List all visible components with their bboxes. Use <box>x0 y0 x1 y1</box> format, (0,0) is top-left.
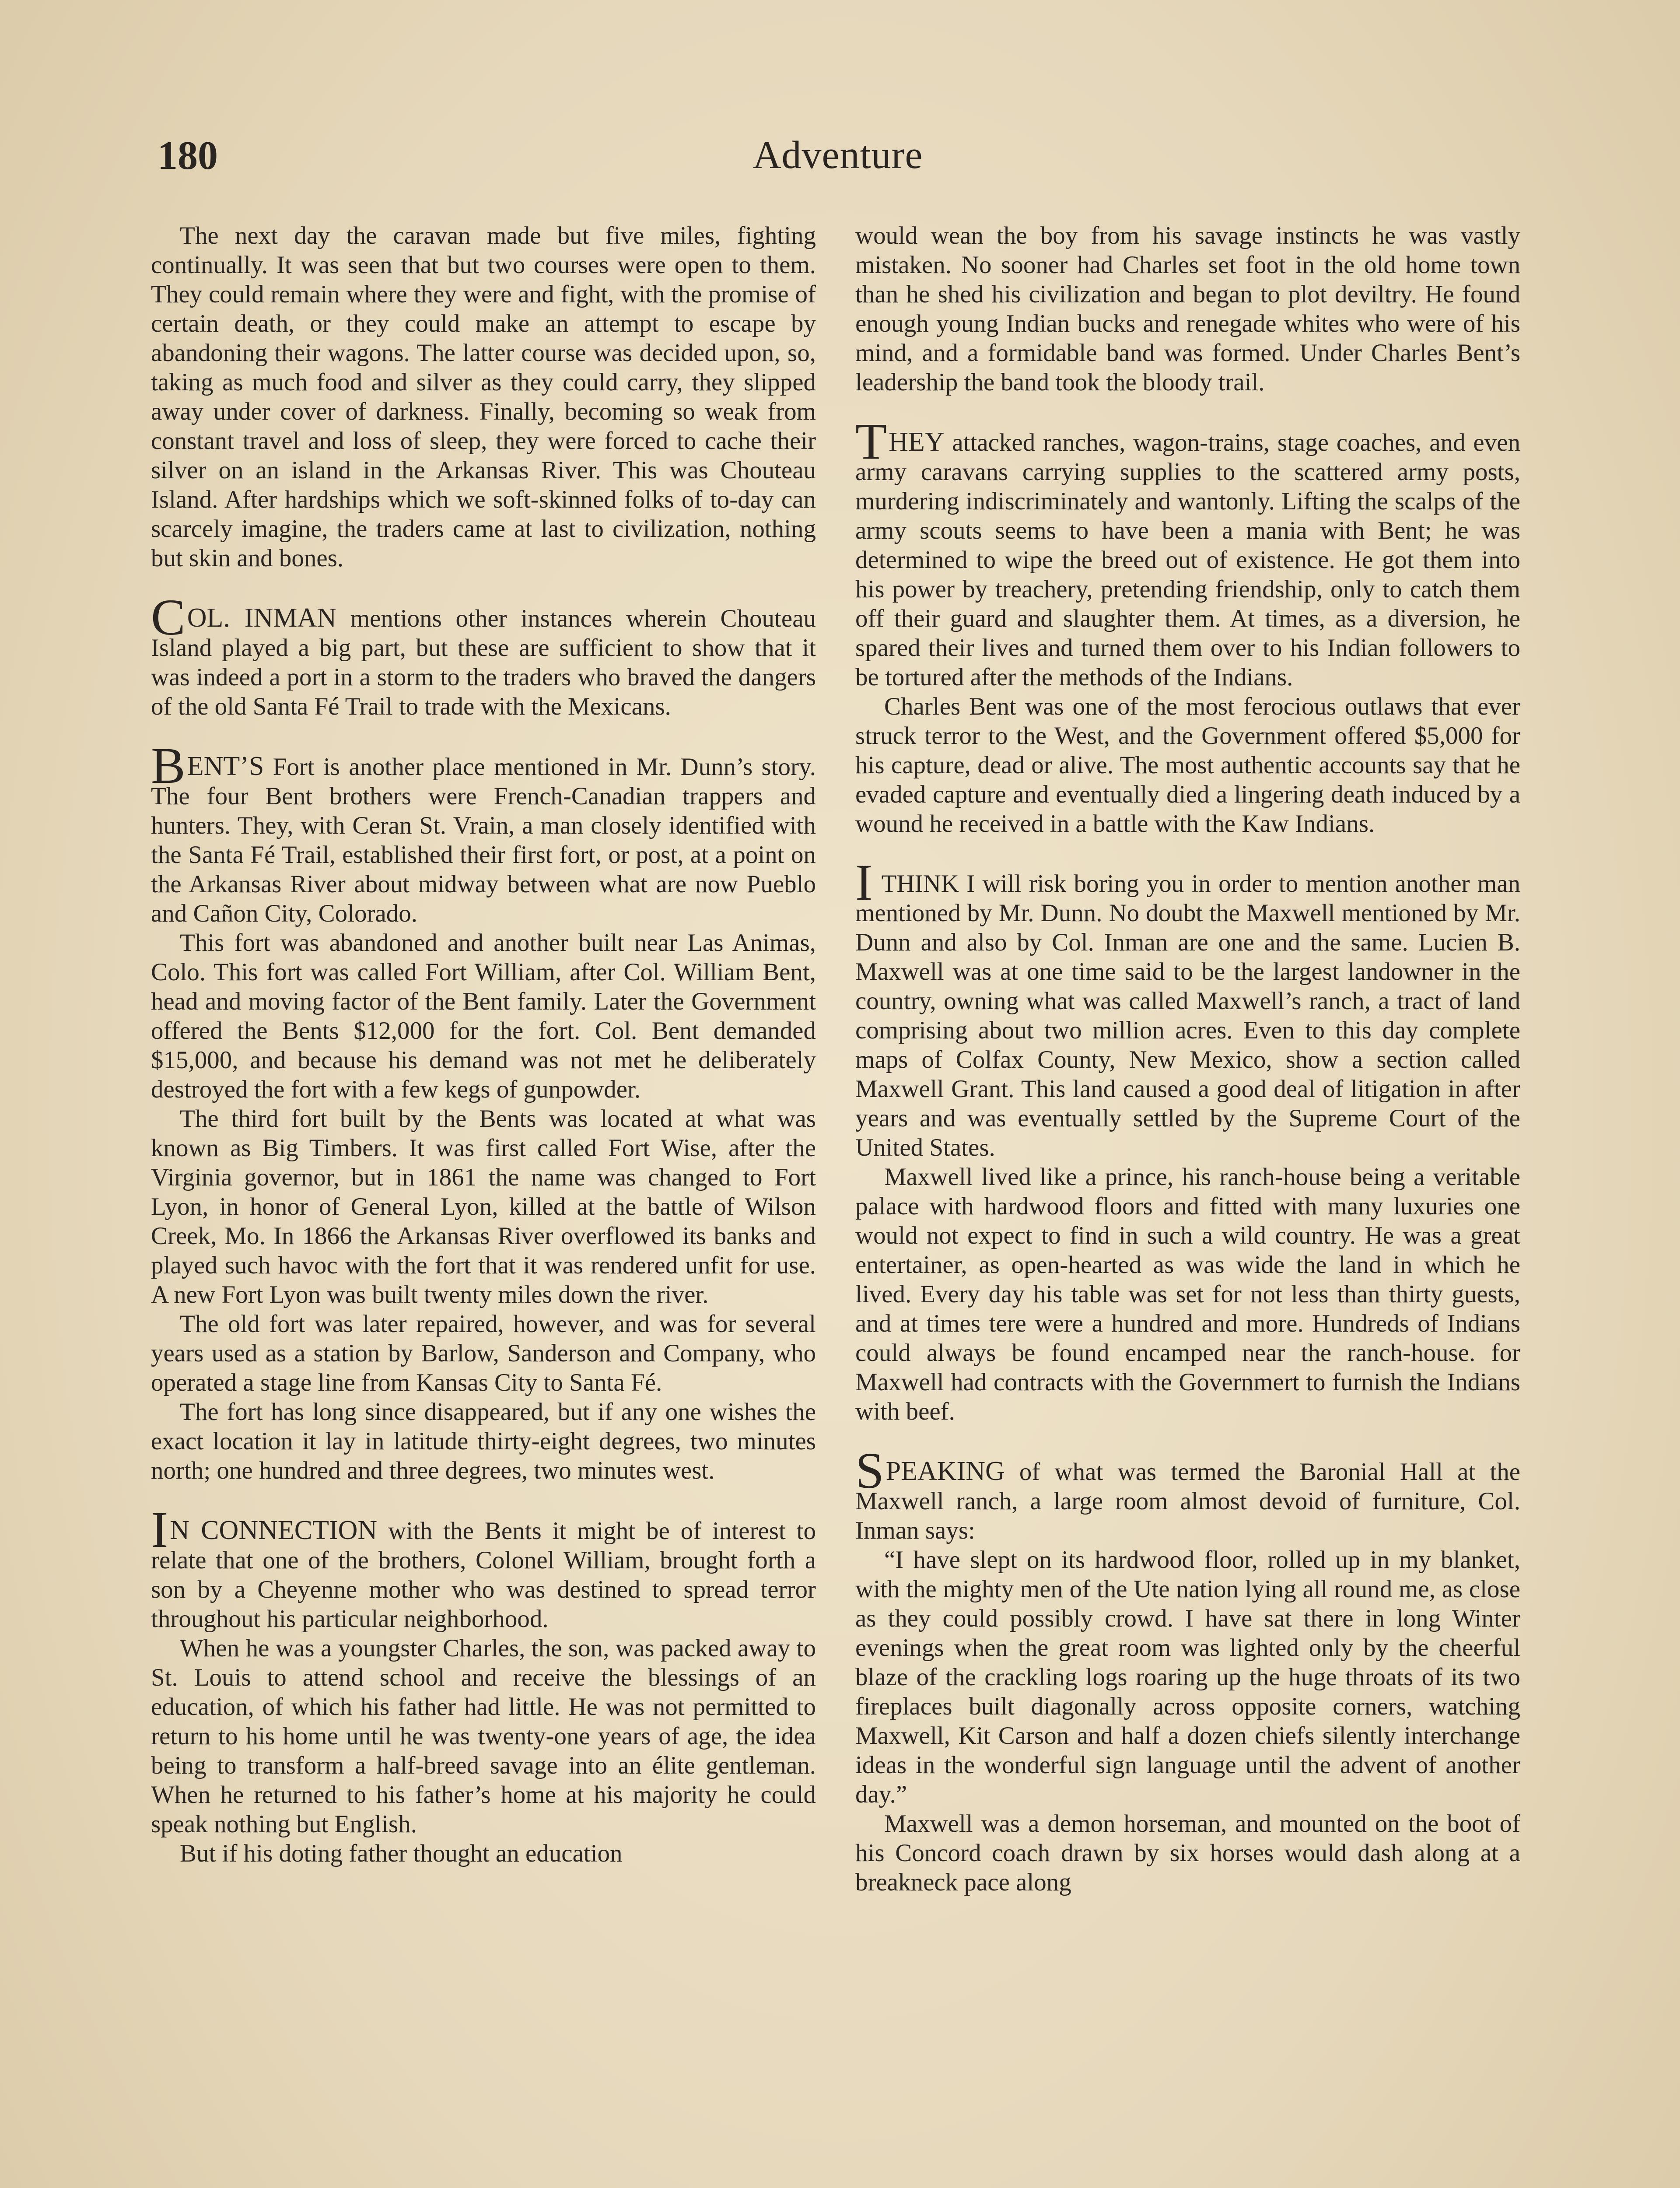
article-paragraph <box>151 1309 816 1397</box>
paragraph-text: Fort is another place mentioned in Mr. Dunn’s story. The four Bent brothers were French-Canadian trappers and hunters. They, with Ceran St. Vrain, a man closely identified with the Santa Fé Trail, established their first fort, or post, at a point on the Arkansas River about midway between what are now Pueblo and Cañon City, Colorado. <box>151 753 816 927</box>
article-paragraph <box>855 854 1520 1162</box>
article-paragraph <box>151 1104 816 1309</box>
paragraph-text: Maxwell lived like a prince, his ranch-house being a veritable palace with hardwood floors and fitted with many luxuries one would not expect to find in such a wild country. He was a great entertainer, as open-hearted as was wide the land in which he lived. Every day his table was set for not less than thirty guests, and at times tere were a hundred and more. Hundreds of Indians could always be found encamped near the ranch-house. for Maxwell had contracts with the Governmert to furnish the Indians with beef. <box>855 1163 1520 1425</box>
right-column <box>855 221 1520 2188</box>
paragraph-text: The next day the caravan made but five miles, fighting continually. It was seen that but two courses were open to them. They could remain where they were and fight, with the promise of certain death, or they could make an attempt to escape by abandoning their wagons. The latter course was decided upon, so, taking as much food and silver as they could carry, they slipped away under cover of darkness. Finally, becoming so weak from constant travel and loss of sleep, they were forced to cache their silver on an island in the Arkansas River. This was Chouteau Island. After hardships which we soft-skinned folks of to-day can scarcely imagine, the traders came at last to civilization, nothing but skin and bones. <box>151 222 816 572</box>
section-lead: PEAKING <box>886 1456 1005 1486</box>
paragraph-text: with the Bents it might be of interest to relate that one of the brothers, Colonel William, brought forth a son by a Cheyenne mother who was destined to spread terror throughout his particular neighborhood. <box>151 1517 816 1633</box>
article-paragraph <box>151 1634 816 1839</box>
article-paragraph <box>151 928 816 1104</box>
paragraph-text: mentions other instances wherein Chouteau Island played a big part, but these are sufficient to show that it was indeed a port in a storm to the traders who braved the dangers of the old Santa Fé Trail to trade with the Mexicans. <box>151 605 816 720</box>
article-paragraph <box>151 1839 816 1868</box>
drop-cap: B <box>151 737 186 794</box>
article-paragraph <box>151 737 816 928</box>
paragraph-text: When he was a youngster Charles, the son, was packed away to St. Louis to attend school and receive the blessings of an education, of which his father had little. He was not permitted to return to his home until he was twenty-one years of age, the idea being to transform a half-breed savage into an élite gentleman. When he returned to his father’s home at his majority he could speak nothing but English. <box>151 1634 816 1838</box>
article-paragraph <box>855 1162 1520 1426</box>
section-lead: N CONNECTION <box>170 1515 378 1545</box>
drop-cap: I <box>855 854 873 911</box>
left-column <box>151 221 816 2188</box>
article-paragraph <box>151 221 816 573</box>
paragraph-text: This fort was abandoned and another built near Las Animas, Colo. This fort was called Fort William, after Col. William Bent, head and moving factor of the Bent family. Later the Government offered the Bents $12,000 for the fort. Col. Bent demanded $15,000, and because his demand was not met he deliberately destroyed the fort with a few kegs of gunpowder. <box>151 929 816 1103</box>
article-paragraph <box>855 692 1520 838</box>
paragraph-text: THINK I will risk boring you in order to mention another man mentioned by Mr. Dunn. No doubt the Maxwell mentioned by Mr. Dunn and also by Col. Inman are one and the same. Lucien B. Maxwell was at one time said to be the largest landowner in the country, owning what was called Maxwell’s ranch, a tract of land comprising about two million acres. Even to this day complete maps of Colfax County, New Mexico, show a section called Maxwell Grant. This land caused a good deal of litigation in after years and was eventually settled by the Supreme Court of the United States. <box>855 870 1520 1161</box>
article-paragraph <box>855 221 1520 397</box>
drop-cap: I <box>151 1501 168 1558</box>
paragraph-text: Charles Bent was one of the most ferocious outlaws that ever struck terror to the West, and the Government offered $5,000 for his capture, dead or alive. The most authentic accounts say that he evaded capture and eventually died a lingering death induced by a wound he received in a battle with the Kaw Indians. <box>855 693 1520 838</box>
section-lead: HEY <box>889 427 945 457</box>
page-number: 180 <box>158 133 218 178</box>
article-paragraph <box>855 413 1520 692</box>
article-paragraph <box>151 1501 816 1634</box>
article-paragraph <box>855 1545 1520 1809</box>
paragraph-text: The fort has long since disappeared, but if any one wishes the exact location it lay in latitude thirty-eight degrees, two minutes north; one hundred and three degrees, two minutes west. <box>151 1398 816 1484</box>
magazine-title: Adventure <box>752 133 923 177</box>
paragraph-text: would wean the boy from his savage instincts he was vastly mistaken. No sooner had Charles set foot in the old home town than he shed his civilization and began to plot deviltry. He found enough young Indian bucks and renegade whites who were of his mind, and a formidable band was formed. Under Charles Bent’s leadership the band took the bloody trail. <box>855 222 1520 396</box>
paragraph-text: Maxwell was a demon horseman, and mounted on the boot of his Concord coach drawn by six horses would dash along at a breakneck pace along <box>855 1810 1520 1896</box>
paragraph-text: But if his doting father thought an education <box>180 1840 623 1867</box>
article-paragraph <box>855 1442 1520 1545</box>
drop-cap: S <box>855 1442 884 1499</box>
drop-cap: T <box>855 413 887 470</box>
page-header <box>158 129 1518 186</box>
paragraph-text: The old fort was later repaired, however, and was for several years used as a station by Barlow, Sanderson and Company, who operated a stage line from Kansas City to Santa Fé. <box>151 1310 816 1396</box>
paragraph-text: attacked ranches, wagon-trains, stage coaches, and even army caravans carrying supplies to the scattered army posts, murdering indiscriminately and wantonly. Lifting the scalps of the army scouts seems to have been a mania with Bent; he was determined to wipe the breed out of existence. He got them into his power by treachery, pretending friendship, only to catch them off their guard and slaughter them. At times, as a diversion, he spared their lives and turned them over to his Indian followers to be tortured after the methods of the Indians. <box>855 429 1520 691</box>
article-paragraph <box>855 1809 1520 1897</box>
paragraph-text: of what was termed the Baronial Hall at the Maxwell ranch, a large room almost devoid of furniture, Col. Inman says: <box>855 1458 1520 1544</box>
section-lead: OL. INMAN <box>187 603 336 633</box>
article-paragraph <box>151 589 816 721</box>
drop-cap: C <box>151 589 186 646</box>
article-paragraph <box>151 1397 816 1485</box>
section-lead: ENT’S <box>187 751 264 781</box>
paragraph-text: “I have slept on its hardwood floor, rolled up in my blanket, with the mighty men of the Ute nation lying all round me, as close as they could possibly crowd. I have sat there in long Winter evenings when the great room was lighted only by the cheerful blaze of the crackling logs roaring up the huge throats of its two fireplaces built diagonally across opposite corners, watching Maxwell, Kit Carson and half a dozen chiefs silently interchange ideas in the wonderful sign language until the advent of another day.” <box>855 1546 1520 1808</box>
paragraph-text: The third fort built by the Bents was located at what was known as Big Timbers. It was first called Fort Wise, after the Virginia governor, but in 1861 the name was changed to Fort Lyon, in honor of General Lyon, killed at the battle of Wilson Creek, Mo. In 1866 the Arkansas River overflowed its banks and played such havoc with the fort that it was rendered unfit for use. A new Fort Lyon was built twenty miles down the river. <box>151 1105 816 1308</box>
